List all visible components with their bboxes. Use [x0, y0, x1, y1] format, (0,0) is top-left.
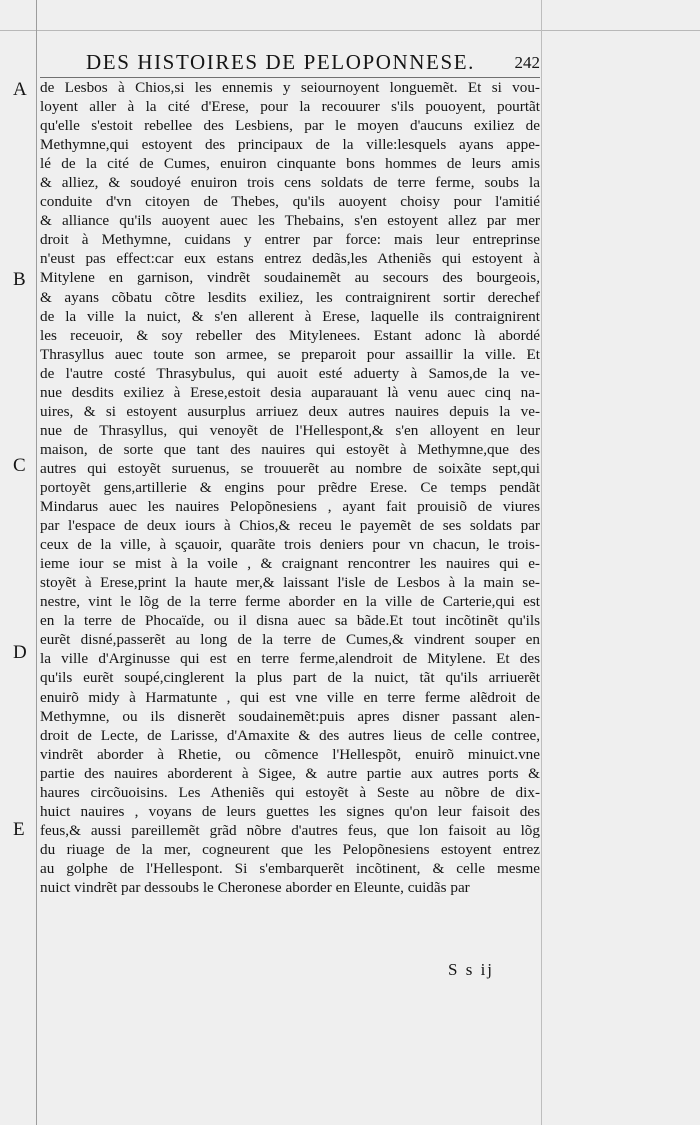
text-line: droit à Methymne, cuidans y entrer par force: mais leur entreprinse	[40, 231, 540, 249]
signature-mark: S s ij	[448, 960, 495, 979]
page-header	[40, 50, 540, 76]
text-line: de Lesbos à Chios,si les ennemis y seiournoyent longuemẽt. Et si vou-	[40, 79, 540, 96]
text-line: nue de Thrasyllus, qui venoyẽt de l'Hellespont,& s'en alloyent en leur	[40, 421, 540, 439]
margin-marker-c: C	[13, 455, 26, 476]
text-line: de la ville la nuict, & s'en allerent à Erese, laquelle ils contraignirent	[40, 307, 540, 325]
text-line: de l'autre costé Thrasybulus, qui auoit esté aduerty à Samos,de la ve-	[40, 364, 540, 382]
text-line: au golphe de l'Hellespont. Si s'embarquerẽt incõtinent, & celle mesme	[40, 859, 540, 877]
text-line: qu'elle s'estoit rebellee des Lesbiens, par le moyen d'aucuns exiliez de	[40, 117, 540, 135]
margin-marker-a: A	[13, 79, 27, 100]
text-line: haures circõuoisins. Les Atheniẽs qui estoyẽt à Seste au nõbre de dix-	[40, 783, 540, 801]
text-line: uires, & si estoyent ausurplus arriuez deux autres nauires depuis la ve-	[40, 402, 540, 420]
text-line: Methymne,qui estoyent des principaux de la ville:lesquels ayans appe-	[40, 136, 540, 154]
text-line: & alliez, & soudoyé enuiron trois cens soldats de terre ferme, soubs la	[40, 174, 540, 192]
scan-frame-right-line	[541, 0, 542, 1125]
text-line: ieme iour se mist à la voile , & craignant rencontrer les nauires qui e-	[40, 555, 540, 573]
text-line: stoyẽt à Erese,print la haute mer,& laissant l'isle de Lesbos à la main se-	[40, 574, 540, 592]
body-text	[40, 78, 540, 897]
text-line: Mindarus auec les nauires Pelopõnesiens , ayant fait prouisiõ de viures	[40, 498, 540, 516]
text-line: & ayans cõbatu cõtre lesdits exiliez, les contraignirent sortir derechef	[40, 288, 540, 306]
page-number: 242	[514, 53, 540, 72]
text-line: nuict vindrẽt par dessoubs le Cheronese aborder en Eleunte, cuidãs par	[40, 878, 470, 896]
text-line: loyent aller à la cité d'Erese, pour la recouurer s'ils pouoyent, pourtãt	[40, 98, 540, 116]
text-line: partie des nauires aborderent à Sigee, & autre partie aux autres ports &	[40, 764, 540, 782]
scan-frame-left-line	[36, 0, 37, 1125]
text-line: enuirõ midy à Harmatunte , qui est vne ville en terre ferme alẽdroit de	[40, 688, 540, 706]
text-line: qu'ils eurẽt soupé,cinglerent la plus part de la nuict, tãt qu'ils arriuerẽt	[40, 669, 540, 687]
text-line: nue desdits exiliez à Erese,estoit desia auparauant là venu auec cinq na-	[40, 383, 540, 401]
text-line: du riuage de la mer, cogneurent que les Pelopõnesiens estoyent entrez	[40, 840, 540, 858]
text-line: & alliance qu'ils auoyent auec les Thebains, s'en estoyent allez par mer	[40, 212, 540, 230]
text-line: maison, de sorte que tant des nauires qui estoyẽt à Methymne,que des	[40, 440, 540, 458]
text-line: feus,& aussi pareillemẽt grãd nõbre d'autres feus, que lon faisoit au lõg	[40, 821, 540, 839]
text-line: vindrẽt aborder à Rhetie, ou cõmence l'Hellespõt, enuirõ minuict.vne	[40, 745, 540, 763]
running-title: DES HISTOIRES DE PELOPONNESE.	[86, 50, 476, 74]
text-line: conduite d'vn citoyen de Thebes, qu'ils auoyent choisy pour l'amitié	[40, 193, 540, 211]
margin-marker-b: B	[13, 269, 26, 290]
text-line: lé de la cité de Cumes, enuiron cinquante bons hommes de leurs amis	[40, 155, 540, 173]
margin-marker-d: D	[13, 642, 27, 663]
text-line: droit de Lecte, de Larisse, d'Amaxite & des autres lieus de celle contree,	[40, 726, 540, 744]
text-line: Thrasyllus auec toute son armee, se preparoit pour assaillir la ville. Et	[40, 345, 540, 363]
margin-marker-e: E	[13, 819, 25, 840]
text-line: eurẽt disné,passerẽt au long de la terre de Cumes,& vindrent souper en	[40, 631, 540, 649]
text-line: Methymne, ou ils disnerẽt soudainemẽt:puis apres disner passant alen-	[40, 707, 540, 725]
text-line: huict nauires , voyans de leurs guettes les signes qu'on leur faisoit des	[40, 802, 540, 820]
text-line: autres qui estoyẽt suruenus, se trouuerẽt au nombre de soixãte sept,qui	[40, 459, 540, 477]
text-line: portoyẽt gens,artillerie & engins pour prẽdre Erese. Ce temps pendãt	[40, 478, 540, 496]
text-line: Mitylene en garnison, vindrẽt soudainemẽt au secours des bourgeois,	[40, 269, 540, 287]
text-line: par l'espace de deux iours à Chios,& receu le payemẽt de ses soldats par	[40, 517, 540, 535]
text-line: ceux de la ville, à sçauoir, quarãte trois deniers pour vn chacun, le trois-	[40, 536, 540, 554]
text-line: les receuoir, & soy rebeller des Mitylenees. Estant adonc là abordé	[40, 326, 540, 344]
text-line: en la terre de Phocaïde, ou il disna auec sa bãde.Et tout incõtinẽt qu'ils	[40, 612, 540, 630]
scan-frame-top-line	[0, 30, 700, 31]
text-line: n'eust pas effect:car eux estans entrez dedãs,les Atheniẽs qui estoyent à	[40, 250, 540, 268]
text-line: nestre, vint le lõg de la terre ferme aborder en la ville de Carterie,qui est	[40, 593, 540, 611]
text-line: la ville d'Arginusse qui est en terre ferme,alendroit de Mitylene. Et des	[40, 650, 540, 668]
